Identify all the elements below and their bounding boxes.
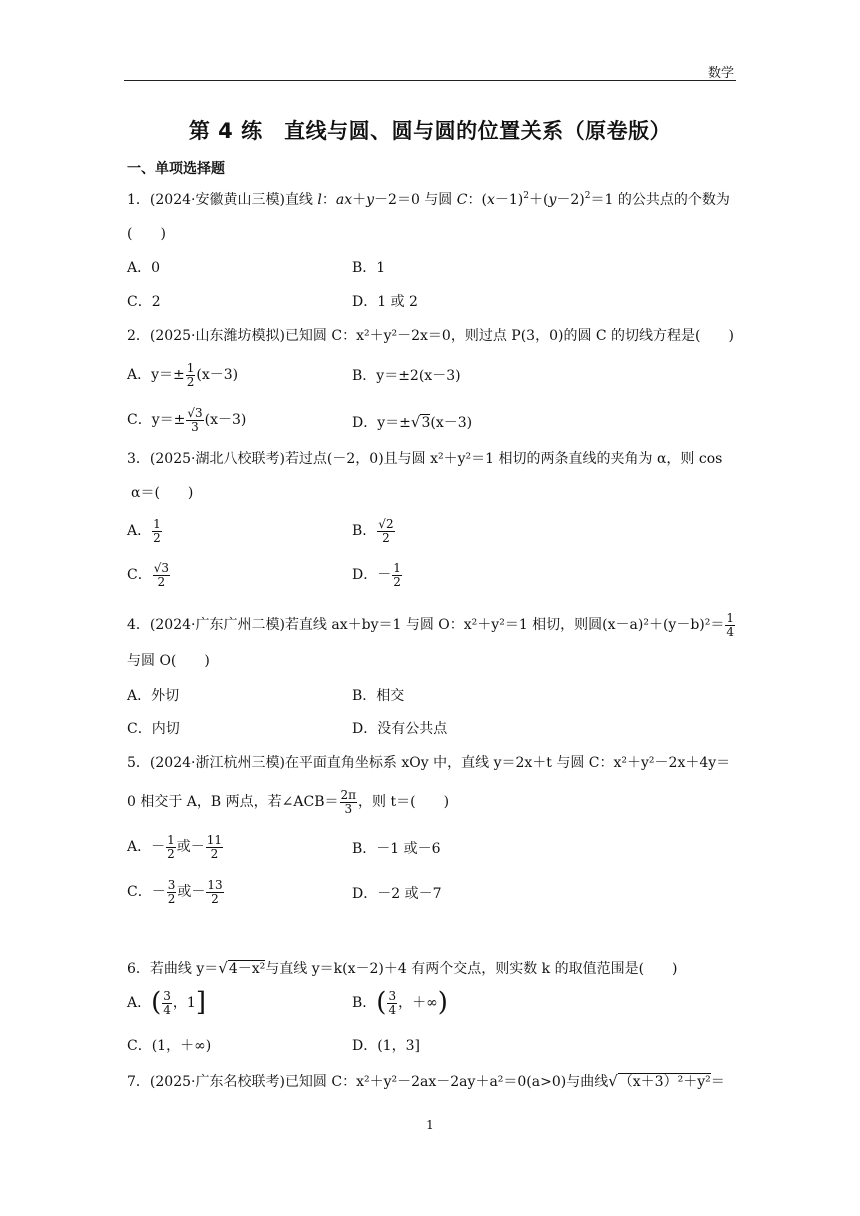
q3-c-label: C． [127,567,152,584]
q1-text: 直线 [284,192,318,208]
q1-option-c: C．2 [127,294,161,310]
numerator: √2 [378,517,394,531]
q6-number: 6． [127,961,150,977]
numerator: 1 [186,361,195,375]
numerator: √3 [153,561,169,575]
q3-option-c [127,562,171,588]
q5-text: 0 相交于 A，B 两点，若∠ACB＝ [127,794,339,811]
q2-a-fraction [186,362,196,388]
numerator: 1 [393,561,401,575]
q5-a-fraction-1 [166,834,176,860]
q3-option-a [127,518,163,544]
q5-c-fraction-2 [206,879,223,905]
denominator: 2 [211,891,219,906]
q2-source: (2025·山东潍坊模拟) [149,328,285,344]
question-1 [127,193,730,207]
q6-b-label: B． [352,995,377,1012]
q1-option-d: D．1 或 2 [352,294,418,310]
header-rule [124,80,736,81]
page-number: 1 [426,1118,434,1132]
q2-option-d [352,415,472,430]
q2-c-post: (x－3) [204,412,247,429]
q1-var-ax: ax [335,192,353,208]
q7-source: (2025·广东名校联考) [149,1074,285,1090]
left-paren: ( [376,987,387,1018]
q1-var-y: y [366,192,375,208]
numerator: 11 [206,833,223,847]
q5-option-d: D．－2 或－7 [352,886,442,902]
q6-a-label: A． [127,995,152,1012]
numerator: 2π [340,788,357,802]
q1-text: ： [321,192,336,208]
denominator: 3 [191,419,199,434]
denominator: 4 [726,624,734,639]
q1-text: －2＝0 与圆 [374,192,457,208]
q6-radicand: 4－x² [228,961,266,977]
page-title: 第 4 练 直线与圆、圆与圆的位置关系（原卷版） [188,119,672,143]
denominator: 2 [393,574,401,589]
q3-d-label: D．－ [352,567,392,584]
q1-number: 1． [127,192,150,208]
denominator: 2 [157,574,166,589]
q6-option-a [127,987,206,1018]
numerator: 13 [207,878,223,892]
question-5 [127,756,730,770]
q5-source: (2024·浙江杭州三模) [149,755,285,771]
q2-option-a [127,362,238,388]
q1-option-a: A．0 [127,260,161,276]
q5-c-fraction-1 [167,879,177,905]
denominator: 2 [167,891,176,906]
question-4 [127,612,736,638]
q1-text: －1) [494,192,524,208]
q2-a-post: (x－3) [196,367,239,384]
q2-d-radicand: 3 [421,415,431,431]
q6-option-c: C．(1，＋∞) [127,1038,212,1054]
q1-var-y: y [548,192,557,208]
q5-text: ，则 t＝( ) [358,794,450,811]
q5-option-a [127,834,224,860]
q2-option-b: B．y＝±2(x－3) [352,368,461,384]
q7-text: ＝ [710,1074,725,1090]
q1-text: ＋( [528,192,549,208]
numerator: 3 [163,989,171,1003]
q5-a-label: A．－ [127,839,166,856]
q5-a-fraction-2 [206,834,223,860]
q3-a-label: A． [127,523,152,540]
left-paren: ( [151,987,162,1018]
q5-text: 在平面直角坐标系 xOy 中，直线 y＝2x＋t 与圆 C：x²＋y²－2x＋4y＝ [284,755,731,771]
q3-option-d [352,562,403,588]
q6-option-b [352,987,448,1018]
q5-a-or: 或－ [176,839,205,856]
q3-b-label: B． [352,523,377,540]
q4-text-line2: 与圆 O( ) [127,653,210,669]
q4-number: 4． [127,617,150,634]
denominator: 4 [163,1002,171,1017]
q2-d-pre: D．y＝± [352,415,411,431]
numerator: 1 [153,517,161,531]
q2-d-post: (x－3) [430,415,473,431]
q1-text: ＋ [352,192,367,208]
sqrt-symbol: √ [608,1072,618,1090]
q2-c-fraction [186,407,203,433]
q5-option-c [127,879,225,905]
q4-option-c: C．内切 [127,721,180,737]
denominator: 4 [388,1002,397,1017]
sqrt-symbol: √ [410,413,421,431]
q5-c-label: C．－ [127,884,166,901]
q2-c-pre: C．y＝± [127,412,186,429]
sqrt-symbol: √ [218,959,228,977]
q2-number: 2． [127,328,150,344]
q7-number: 7． [127,1074,150,1090]
denominator: 3 [344,801,353,816]
q1-option-b: B．1 [352,260,386,276]
q6-b-post: ，＋∞ [398,995,438,1012]
numerator: 3 [167,878,176,892]
q4-fraction [725,612,735,638]
q6-text: 与直线 y＝k(x－2)＋4 有两个交点，则实数 k 的取值范围是( ) [265,961,678,977]
q4-option-a: A．外切 [127,688,180,704]
q1-var-l: l [317,192,322,208]
q3-a-fraction [152,518,162,544]
denominator: 2 [186,374,195,389]
q2-a-pre: A．y＝± [127,367,185,384]
q4-option-d: D．没有公共点 [352,721,448,737]
q6-option-d: D．(1，3] [352,1038,420,1054]
q5-fraction [340,789,358,815]
q6-b-fraction [387,990,397,1016]
q1-exp: 2 [523,191,529,201]
q6-a-post: ，1 [172,995,196,1012]
numerator: 1 [726,611,734,625]
q7-text: 已知圆 C：x²＋y²－2ax－2ay＋a²＝0(a>0)与曲线 [284,1074,609,1090]
numerator: 1 [167,833,175,847]
q1-answer-paren: ( ) [127,226,166,242]
q2-text: 已知圆 C：x²＋y²－2x＝0，则过点 P(3，0)的圆 C 的切线方程是( ) [284,328,734,344]
section-heading: 一、单项选择题 [127,161,225,177]
header-subject: 数学 [707,66,734,81]
q5-text-line2 [127,789,449,815]
q6-a-fraction [162,990,172,1016]
q1-source: (2024·安徽黄山三模) [149,192,285,208]
question-6 [127,961,678,976]
right-paren: ) [437,987,448,1018]
q4-option-b: B．相交 [352,688,405,704]
q3-option-b [352,518,396,544]
numerator: 3 [388,989,397,1003]
q3-number: 3． [127,451,150,467]
q1-var-C: C [456,192,468,208]
q5-number: 5． [127,755,150,771]
q4-text: 若直线 ax＋by＝1 与圆 O：x²＋y²＝1 相切，则圆(x－a)²＋(y－b)²＝ [284,617,725,634]
q7-radicand: （x＋3）²＋y² [618,1074,711,1090]
denominator: 2 [153,530,161,545]
q5-option-b: B．－1 或－6 [352,841,441,857]
q5-c-or: 或－ [177,884,206,901]
question-3 [127,452,722,466]
denominator: 2 [210,846,219,861]
question-2 [127,329,734,343]
q3-text-line2: α＝( ) [131,485,194,501]
q1-text: ＝1 的公共点的个数为 [590,192,730,208]
q3-d-fraction [392,562,402,588]
q3-b-fraction [377,518,394,544]
q6-text: 若曲线 y＝ [149,961,219,977]
q3-source: (2025·湖北八校联考) [149,451,285,467]
numerator: √3 [187,406,203,420]
denominator: 2 [382,530,390,545]
q3-text: 若过点(－2，0)且与圆 x²＋y²＝1 相切的两条直线的夹角为 α，则 cos [284,451,723,467]
q1-text: ：( [467,192,487,208]
right-bracket: ] [195,987,206,1018]
q1-text: －2) [556,192,585,208]
q1-exp: 2 [584,191,591,201]
denominator: 2 [167,846,175,861]
q4-source: (2024·广东广州二模) [149,617,285,634]
question-7 [127,1074,725,1089]
q1-var-x: x [486,192,495,208]
q2-option-c [127,407,246,433]
q3-c-fraction [153,562,170,588]
